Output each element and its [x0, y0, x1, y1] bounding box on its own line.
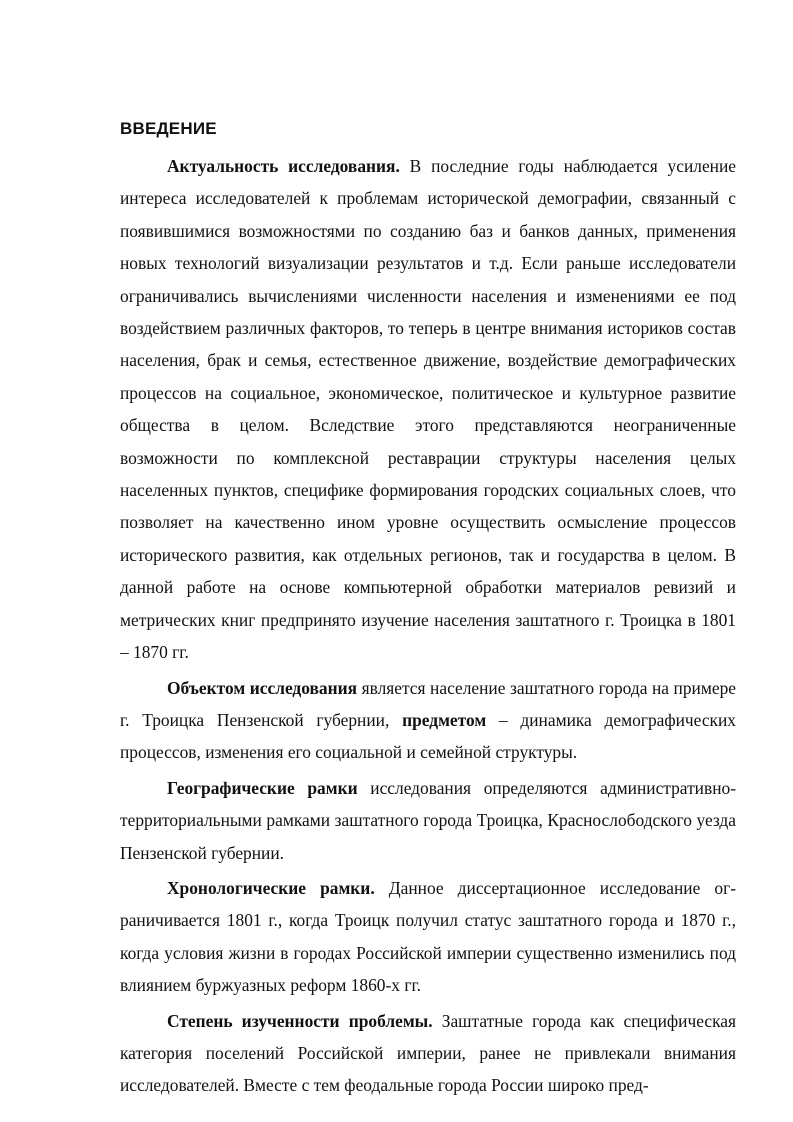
- paragraph-object: [120, 672, 736, 769]
- paragraph-historiography: [120, 1005, 736, 1102]
- paragraph-text: Данное диссертационное исследование ограничивается 1801 г., когда Троицк получил статус заштатного города и 1870 г., когда условия жизни в городах Российской империи существенно изменились под влиянием буржуазных реформ 1860-х гг.: [120, 877, 736, 996]
- paragraph-relevance: [120, 150, 736, 669]
- paragraph-lead: Актуальность исследования.: [167, 156, 400, 176]
- paragraph-lead-secondary: предметом: [402, 709, 487, 730]
- paragraph-text: В последние годы наблюдается усиление интереса исследователей к проблемам исторической демографии, связанный с появившимися возможностями по созданию баз и банков данных, применения новых технологий визуализации результатов и т.д. Если раньше исследователи ограничивались вычислениями численности населения и изменениями ее под воздействием различных факторов, то теперь в центре внимания историков состав населения, брак и семья, естественное движение, воздействие демографических процессов на социальное, экономическое, политическое и культурное развитие общества в целом. Вследствие этого представляются неограниченные возможности по комплексной реставрации структуры населения целых населенных пунктов, специфике формирования городских социальных слоев, что позволяет на качественно ином уровне осуществить осмысление процессов исторического развития, как отдельных регионов, так и государства в целом. В данной работе на основе компьютерной обработки материалов ревизий и метрических книг предпринято изучение населения заштатного г. Троицка в 1801 – 1870 гг.: [120, 156, 736, 663]
- paragraph-chronology: [120, 872, 736, 1002]
- paragraph-lead: Хронологические рамки.: [167, 877, 375, 898]
- paragraph-text: исследования определяются административно-территориальными рамками заштатного города Троицка, Краснослободского уезда Пензенской губернии.: [120, 777, 736, 863]
- paragraph-lead: Географические рамки: [167, 777, 358, 798]
- body-text: [120, 150, 736, 1105]
- paragraph-text: Заштатные города как специфическая категория поселений Российской империи, ранее не привлекали внимания исследователей. Вместе с тем феодальные города России широко пред-: [120, 1010, 736, 1096]
- paragraph-lead: Степень изученности проблемы.: [167, 1010, 433, 1031]
- paragraph-geography: [120, 772, 736, 869]
- paragraph-text-secondary: – динамика демографических процессов, изменения его социальной и семейной структуры.: [120, 709, 736, 763]
- paragraph-text: является население заштатного города на примере г. Троицка Пензенской губернии,: [120, 677, 737, 730]
- paragraph-lead: Объектом исследования: [167, 677, 358, 698]
- section-heading: ВВЕДЕНИЕ: [120, 119, 217, 138]
